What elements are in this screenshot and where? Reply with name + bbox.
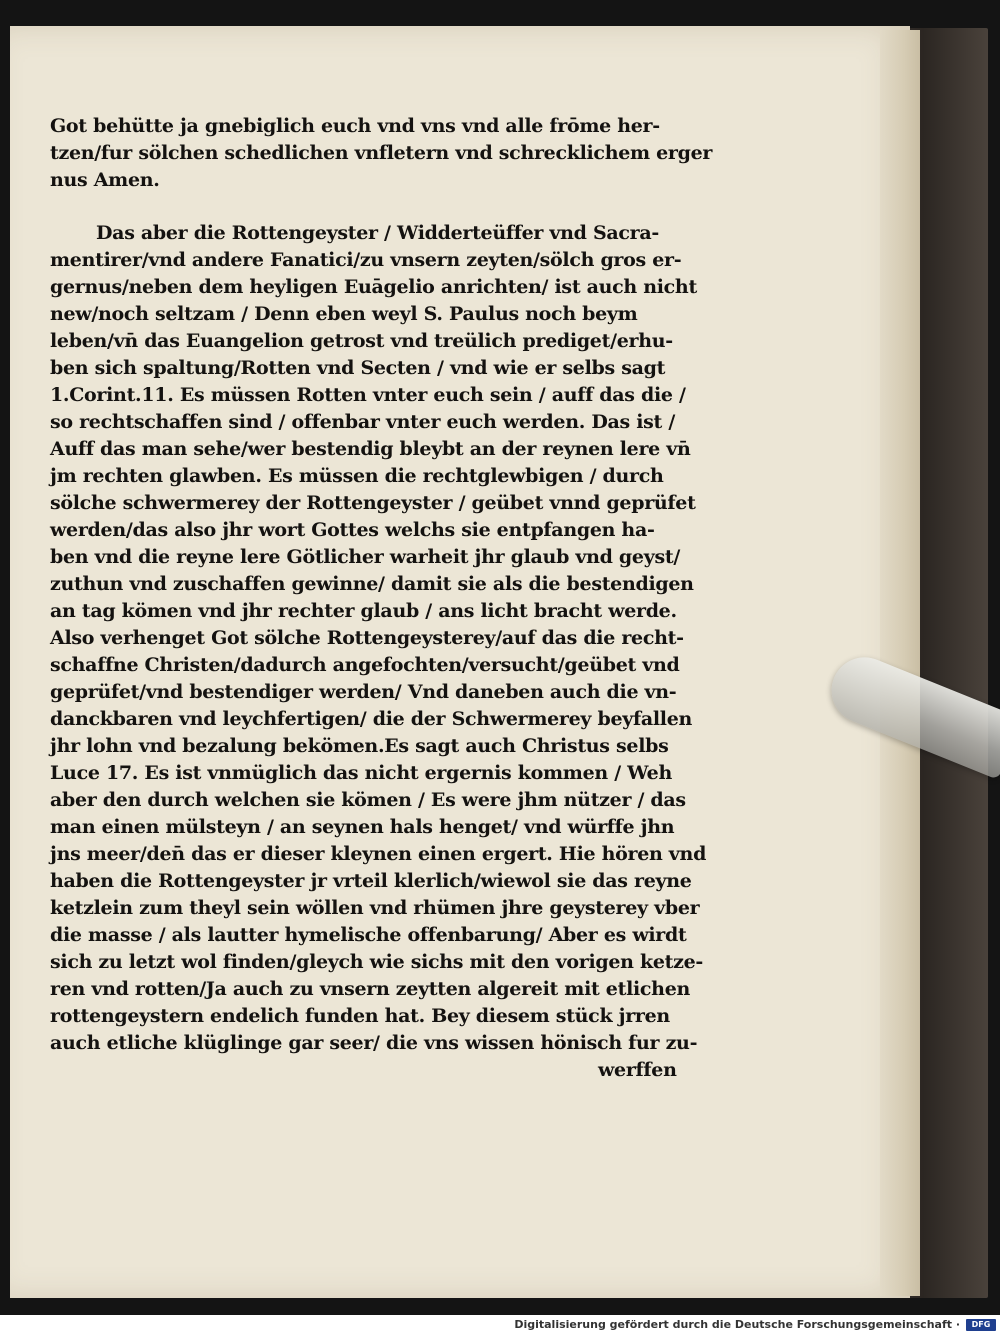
- text-line: Das aber die Rottengeyster / Widderteüffer vnd Sacra‑: [96, 222, 659, 244]
- text-line: danckbaren vnd leychfertigen/ die der Schwermerey beyfallen: [50, 708, 693, 730]
- text-line: ben vnd die reyne lere Götlicher warheit jhr glaub vnd geyst/: [50, 546, 680, 568]
- dfg-logo-icon: DFG: [966, 1319, 996, 1331]
- text-line: Luce 17. Es ist vnmüglich das nicht ergernis kommen / Weh: [50, 762, 672, 784]
- text-line: Got behütte ja gnebiglich euch vnd vns vnd alle frōme her‑: [50, 115, 660, 137]
- funding-credit: Digitalisierung gefördert durch die Deutsche Forschungsgemeinschaft ·: [514, 1318, 960, 1331]
- page-text: [50, 113, 713, 1084]
- text-line: jhr lohn vnd bezalung bekömen.Es sagt auch Christus selbs: [50, 735, 669, 757]
- footer-bar: [0, 1315, 1000, 1335]
- text-line: ben sich spaltung/Rotten vnd Secten / vnd wie er selbs sagt: [50, 357, 666, 379]
- text-line: haben die Rottengeyster jr vrteil klerlich/wiewol sie das reyne: [50, 870, 692, 892]
- text-line: jns meer/den̄ das er dieser kleynen einen ergert. Hie hören vnd: [50, 843, 707, 865]
- text-line: sich zu letzt wol finden/gleych wie sichs mit den vorigen ketze‑: [50, 951, 703, 973]
- text-line: ketzlein zum theyl sein wöllen vnd rhümen jhre geysterey vber: [50, 897, 700, 919]
- text-line: werden/das also jhr wort Gottes welchs sie entpfangen ha‑: [50, 519, 655, 541]
- text-line: jm rechten glawben. Es müssen die rechtglewbigen / durch: [50, 465, 664, 487]
- text-line: auch etliche klüglinge gar seer/ die vns wissen hönisch fur zu‑: [50, 1032, 698, 1054]
- text-line: Auff das man sehe/wer bestendig bleybt an der reynen lere vn̄: [50, 438, 691, 460]
- catchword: werffen: [598, 1059, 677, 1081]
- text-line: 1.Corint.11. Es müssen Rotten vnter euch sein / auff das die /: [50, 384, 686, 406]
- text-line: schaffne Christen/dadurch angefochten/versucht/geübet vnd: [50, 654, 680, 676]
- text-line: zuthun vnd zuschaffen gewinne/ damit sie als die bestendigen: [50, 573, 694, 595]
- text-line: tzen/fur sölchen schedlichen vnfletern vnd schrecklichem erger: [50, 142, 713, 164]
- paragraph-gap: [50, 194, 685, 220]
- text-line: rottengeystern endelich funden hat. Bey diesem stück jrren: [50, 1005, 670, 1027]
- text-line: so rechtschaffen sind / offenbar vnter euch werden. Das ist /: [50, 411, 675, 433]
- text-line: geprüfet/vnd bestendiger werden/ Vnd daneben auch die vn‑: [50, 681, 677, 703]
- text-line: mentirer/vnd andere Fanatici/zu vnsern zeyten/sölch gros er‑: [50, 249, 682, 271]
- text-line: ren vnd rotten/Ja auch zu vnsern zeytten algereit mit etlichen: [50, 978, 690, 1000]
- text-line: sölche schwermerey der Rottengeyster / geübet vnnd geprüfet: [50, 492, 696, 514]
- text-line: die masse / als lautter hymelische offenbarung/ Aber es wirdt: [50, 924, 687, 946]
- text-line: man einen mülsteyn / an seynen hals henget/ vnd würffe jhn: [50, 816, 675, 838]
- text-line: leben/vn̄ das Euangelion getrost vnd treülich prediget/erhu‑: [50, 330, 673, 352]
- text-line: aber den durch welchen sie kömen / Es were jhm nützer / das: [50, 789, 686, 811]
- text-line: nus Amen.: [50, 169, 160, 191]
- text-line: new/noch seltzam / Denn eben weyl S. Paulus noch beym: [50, 303, 638, 325]
- text-line: gernus/neben dem heyligen Euāgelio anrichten/ ist auch nicht: [50, 276, 697, 298]
- text-line: an tag kömen vnd jhr rechter glaub / ans licht bracht werde.: [50, 600, 677, 622]
- text-line: Also verhenget Got sölche Rottengeysterey/auf das die recht‑: [50, 627, 684, 649]
